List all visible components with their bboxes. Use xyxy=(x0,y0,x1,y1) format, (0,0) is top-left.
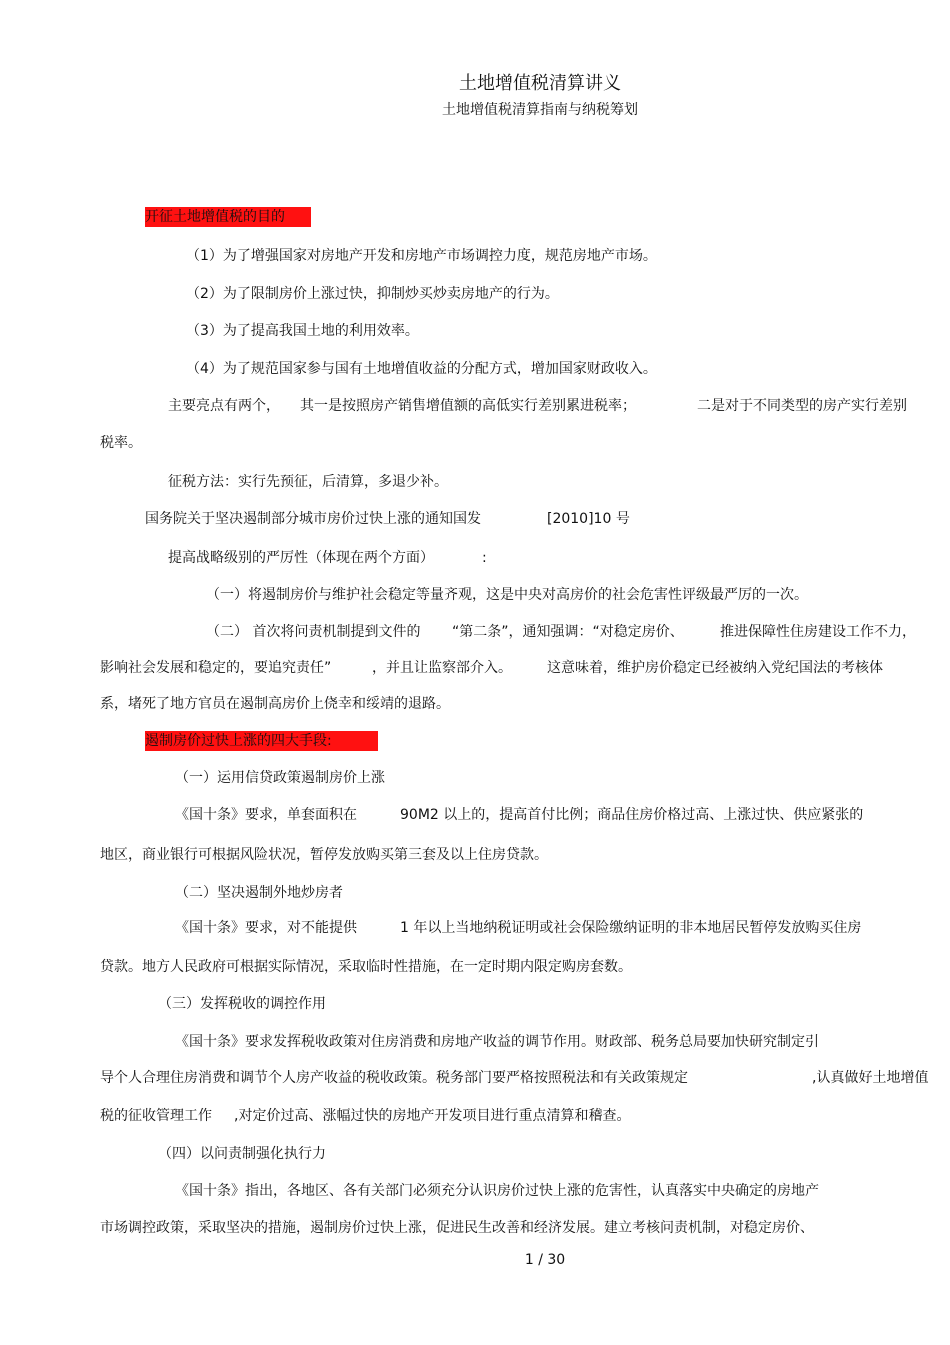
paragraph-line: 征税方法：实行先预征，后清算，多退少补。 xyxy=(168,474,448,490)
paragraph-line: 其一是按照房产销售增值额的高低实行差别累进税率； xyxy=(300,398,636,414)
paragraph-line: 《国十条》要求，对不能提供 xyxy=(175,920,357,936)
paragraph-line: 地区，商业银行可根据风险状况，暂停发放购买第三套及以上住房贷款。 xyxy=(100,847,548,863)
paragraph-line: 《国十条》指出，各地区、各有关部门必须充分认识房价过快上涨的危害性，认真落实中央确定的房地产 xyxy=(175,1183,819,1199)
paragraph-line: （2）为了限制房价上涨过快，抑制炒买炒卖房地产的行为。 xyxy=(186,286,559,302)
paragraph-line: 这意味着，维护房价稳定已经被纳入党纪国法的考核体 xyxy=(547,660,883,676)
paragraph-line: （1）为了增强国家对房地产开发和房地产市场调控力度，规范房地产市场。 xyxy=(186,248,657,264)
paragraph-line: 90M2 以上的，提高首付比例；商品住房价格过高、上涨过快、供应紧张的 xyxy=(400,807,864,823)
page-total: 30 xyxy=(547,1252,566,1268)
paragraph-line: 主要亮点有两个， xyxy=(168,398,280,414)
paragraph-line: 市场调控政策，采取坚决的措施，遏制房价过快上涨，促进民生改善和经济发展。建立考核问责机制，对稳定房价、 xyxy=(100,1220,814,1236)
paragraph-line: ,对定价过高、涨幅过快的房地产开发项目进行重点清算和稽查。 xyxy=(234,1108,631,1124)
paragraph-line: 《国十条》要求发挥税收政策对住房消费和房地产收益的调节作用。财政部、税务总局要加快研究制定引 xyxy=(175,1034,819,1050)
paragraph-line: 税率。 xyxy=(100,435,142,451)
paragraph-line: “第二条”，通知强调：“对稳定房价、 xyxy=(452,624,684,640)
paragraph-line: 导个人合理住房消费和调节个人房产收益的税收政策。税务部门要严格按照税法和有关政策规定 xyxy=(100,1070,688,1086)
paragraph-line: ，并且让监察部介入。 xyxy=(372,660,512,676)
paragraph-line: （一）将遏制房价与维护社会稳定等量齐观，这是中央对高房价的社会危害性评级最严厉的一次。 xyxy=(206,587,808,603)
paragraph-line: 推进保障性住房建设工作不力， xyxy=(720,624,916,640)
paragraph-line: [2010]10 号 xyxy=(547,511,630,527)
page-separator: / xyxy=(538,1252,543,1268)
paragraph-line: （4）为了规范国家参与国有土地增值收益的分配方式，增加国家财政收入。 xyxy=(186,361,657,377)
paragraph-line: 贷款。地方人民政府可根据实际情况，采取临时性措施，在一定时期内限定购房套数。 xyxy=(100,959,632,975)
document-title: 土地增值税清算讲义 xyxy=(459,73,621,94)
paragraph-line: 系，堵死了地方官员在遏制高房价上侥幸和绥靖的退路。 xyxy=(100,696,450,712)
document-subtitle: 土地增值税清算指南与纳税筹划 xyxy=(442,102,638,118)
paragraph-line: 《国十条》要求，单套面积在 xyxy=(175,807,357,823)
paragraph-line: 影响社会发展和稳定的，要追究责任” xyxy=(100,660,332,676)
page-current: 1 xyxy=(524,1252,534,1268)
paragraph-line: 1 年以上当地纳税证明或社会保险缴纳证明的非本地居民暂停发放购买住房 xyxy=(400,920,862,936)
subheading: （四）以问责制强化执行力 xyxy=(158,1146,326,1162)
subheading: （三）发挥税收的调控作用 xyxy=(158,996,326,1012)
section-heading-four-measures: 遏制房价过快上涨的四大手段: xyxy=(145,731,378,751)
page-number xyxy=(0,1252,950,1268)
paragraph-line: （二） 首次将问责机制提到文件的 xyxy=(206,624,421,640)
paragraph-line: 国务院关于坚决遏制部分城市房价过快上涨的通知国发 xyxy=(145,511,481,527)
section-heading-purpose: 开征土地增值税的目的 xyxy=(145,207,311,227)
paragraph-line: : xyxy=(482,550,487,566)
subheading: （一）运用信贷政策遏制房价上涨 xyxy=(175,770,385,786)
paragraph-line: （3）为了提高我国土地的利用效率。 xyxy=(186,323,419,339)
paragraph-line: ,认真做好土地增值 xyxy=(812,1070,929,1086)
subheading: （二）坚决遏制外地炒房者 xyxy=(175,885,343,901)
paragraph-line: 提高战略级别的严厉性（体现在两个方面） xyxy=(168,550,434,566)
paragraph-line: 税的征收管理工作 xyxy=(100,1108,212,1124)
paragraph-line: 二是对于不同类型的房产实行差别 xyxy=(697,398,907,414)
